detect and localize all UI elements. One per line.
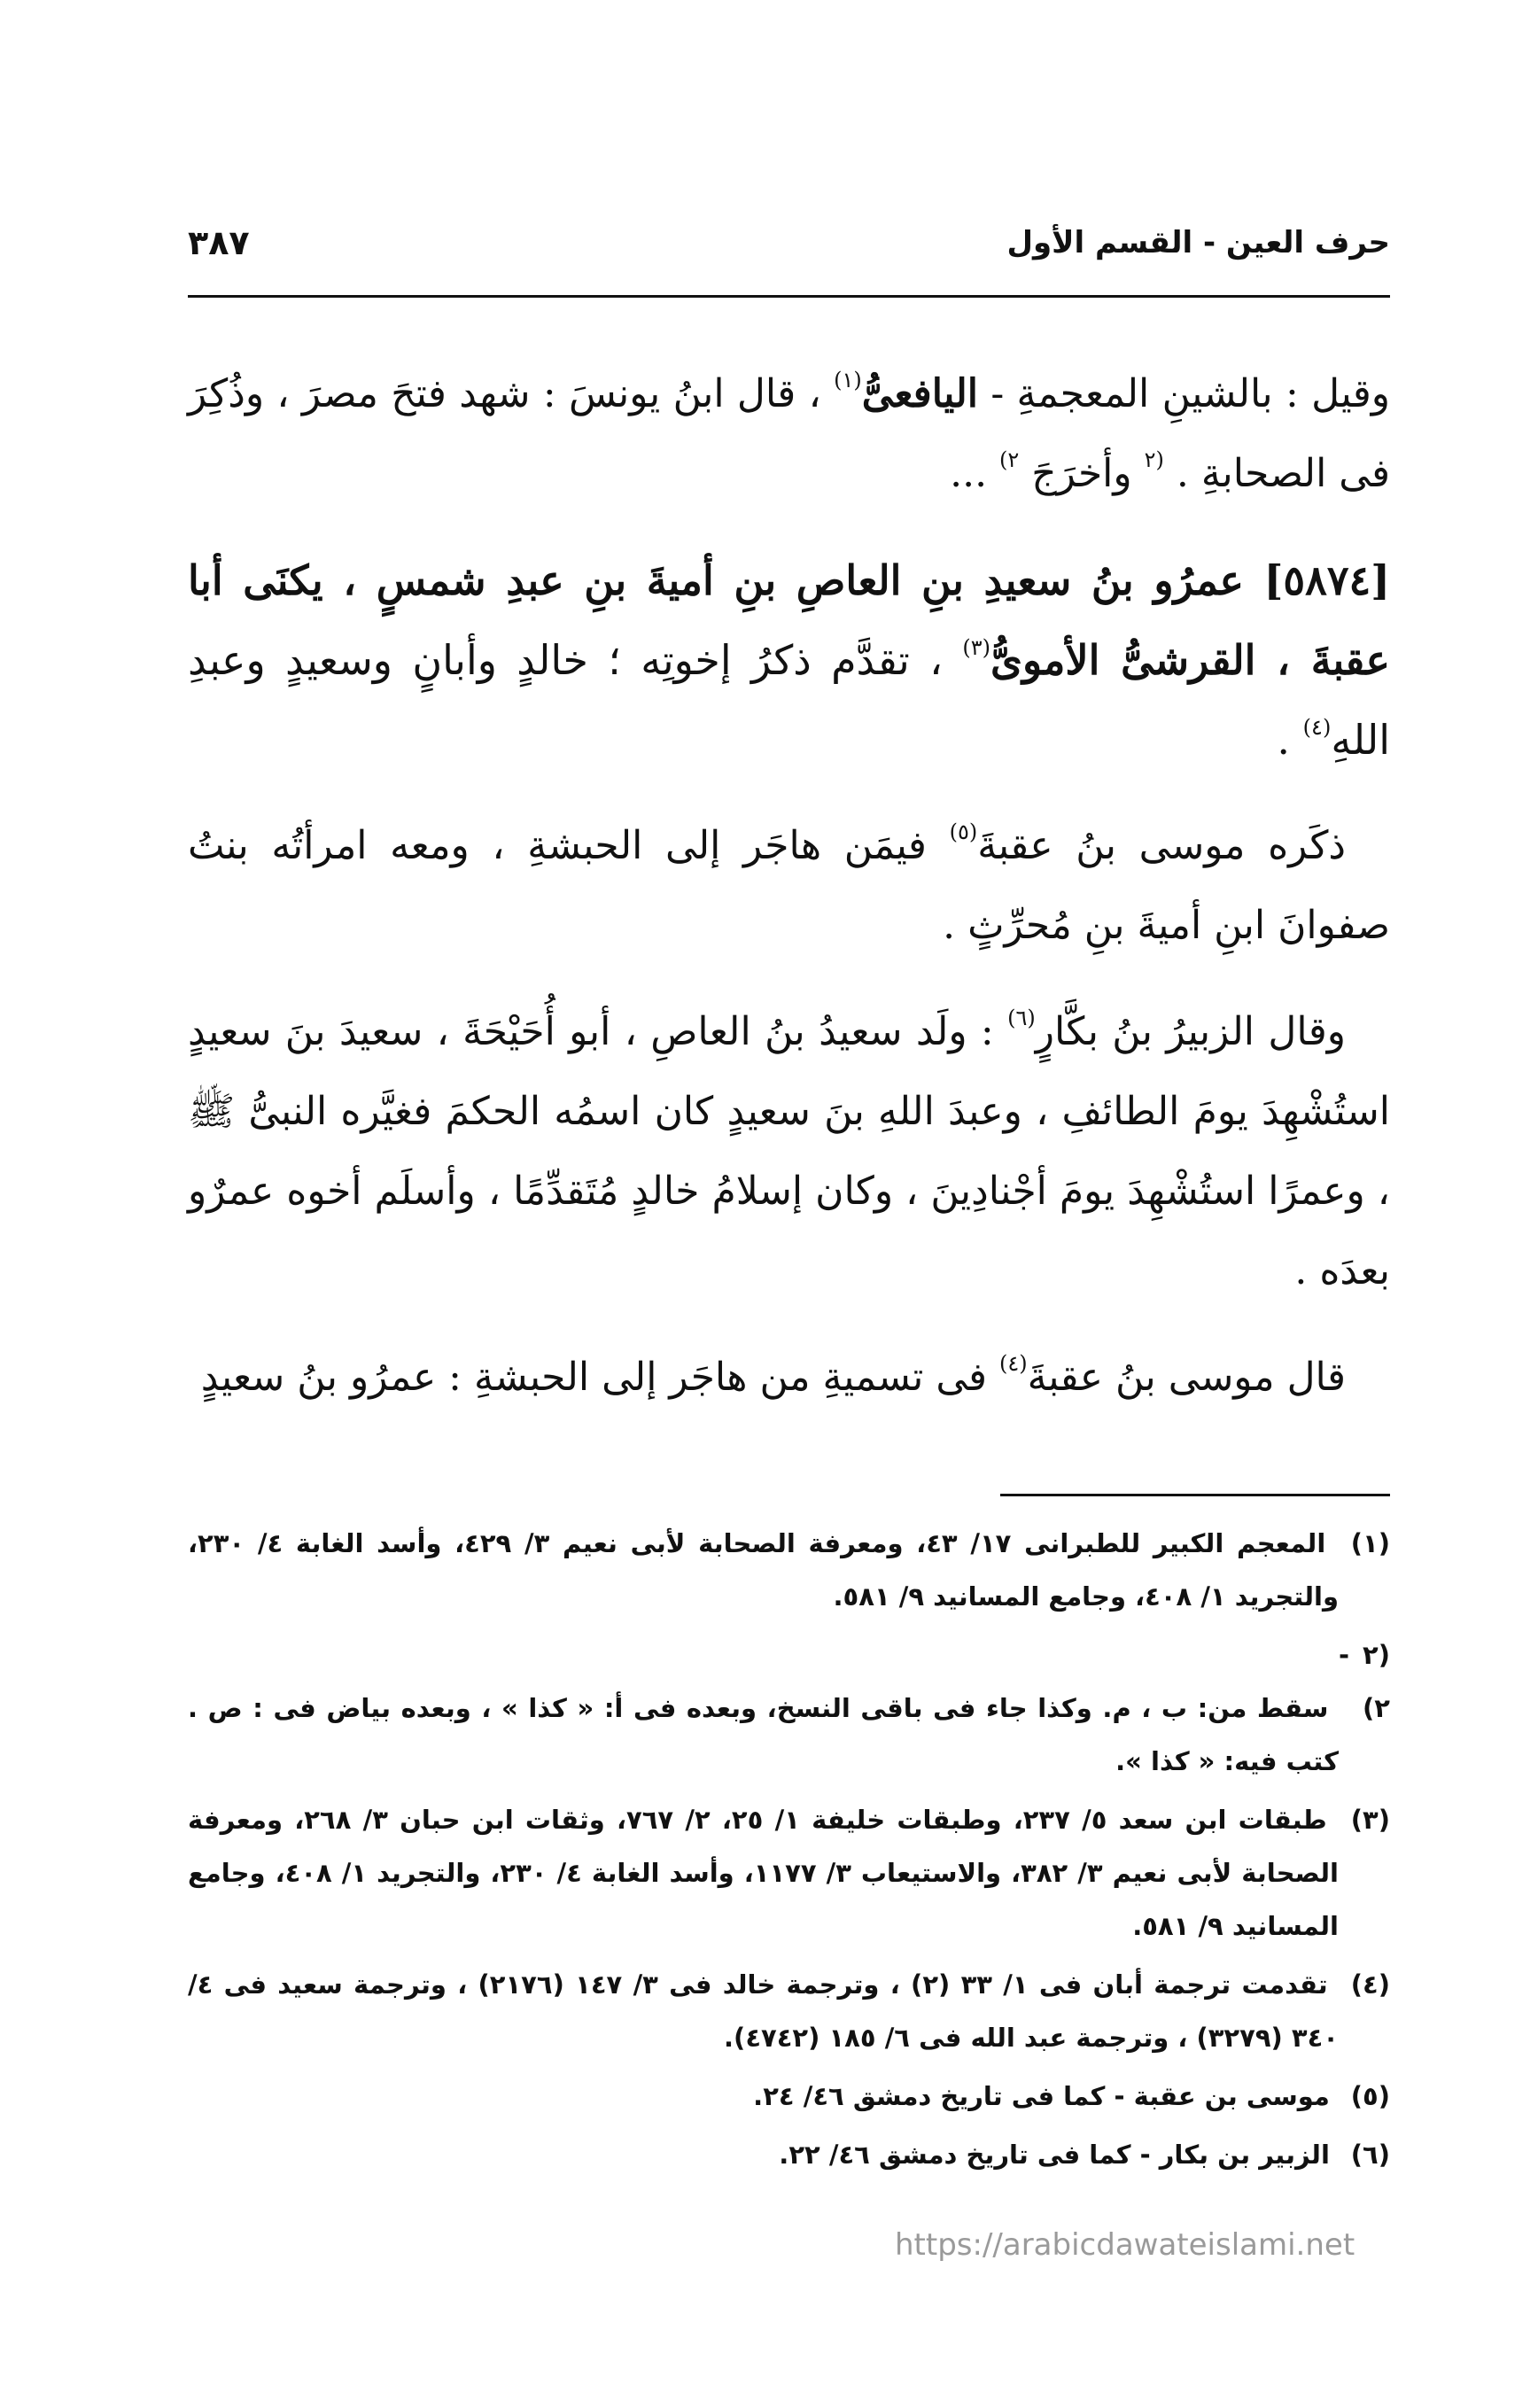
footnote-ref: (١): [834, 368, 862, 392]
running-title: حرف العين - القسم الأول: [1006, 225, 1390, 260]
footnote-number: (٣): [1350, 1805, 1390, 1835]
footnote-rule: [1000, 1494, 1390, 1496]
entry-name: عمرُو بنُ سعيدِ بنِ العاصِ بنِ أميةَ بنِ عبدِ شمسٍ ، يكنَى أبا عقبةَ ، القرشىُّ الأموىُّ: [188, 556, 1391, 684]
footnote-number: (٦): [1350, 2140, 1390, 2170]
entry-number: [٥٨٧٤]: [1263, 556, 1390, 604]
text-span: : ولَد سعيدُ بنُ العاصِ ، أبو أُحَيْحَةَ ، سعيدَ بنَ سعيدٍ استُشْهِدَ يومَ الطائفِ ، وعبدَ اللهِ بنَ سعيدٍ كان اسمُه الحكمَ فغيَّره النبىُّ ﷺ ، وعمرًا استُشْهِدَ يومَ أجْنادِينَ ، وكان إسلامُ خالدٍ مُتَقدِّمًا ، وأسلَم أخوه عمرٌو بعدَه .: [188, 1009, 1390, 1293]
text-span: ذكَره موسى بنُ عقبةَ: [977, 823, 1346, 868]
footnote-text: المعجم الكبير للطبرانى ١٧/ ٤٣، ومعرفة الصحابة لأبى نعيم ٣/ ٤٢٩، وأسد الغابة ٤/ ٢٣٠، والتجريد ١/ ٤٠٨، وجامع المسانيد ٩/ ٥٨١.: [188, 1528, 1339, 1612]
footnote: [188, 1517, 1390, 1623]
text-span: وأخرَجَ: [1019, 451, 1145, 496]
text-span: فى تسميةِ من هاجَر إلى الحبشةِ : عمرُو بنُ سعيدٍ: [200, 1355, 1000, 1400]
text-span: .: [1277, 716, 1303, 764]
footnote-number: (١): [1350, 1528, 1390, 1558]
page-header: [188, 211, 1390, 291]
text-span: ، قال ابنُ يونسَ : شهد فتحَ مصرَ ، وذُكِرَ فى الصحابةِ .: [188, 371, 1390, 496]
footnote-text: سقط من: ب ، م. وكذا جاء فى باقى النسخ، وبعده فى أ: « كذا » ، وبعده بياض فى : ص . كتب فيه: « كذا ».: [188, 1693, 1339, 1776]
footnote: [188, 2070, 1390, 2123]
page-number: ٣٨٧: [188, 223, 250, 262]
text-span: ...: [950, 451, 1000, 496]
footnote-text: تقدمت ترجمة أبان فى ١/ ٣٣ (٢) ، وترجمة خالد فى ٣/ ١٤٧ (٢١٧٦) ، وترجمة سعيد فى ٤/ ٣٤٠ (٣٢٧٩) ، وترجمة عبد الله فى ٦/ ١٨٥ (٤٧٤٢).: [188, 1969, 1339, 2053]
paragraph-3: [188, 992, 1390, 1311]
footnote-ref: (٤): [1302, 715, 1332, 740]
paragraph-4: [188, 1338, 1390, 1418]
header-rule: [188, 295, 1390, 298]
text-span: ، تقدَّم ذكرُ إخوتِه ؛ خالدٍ وأبانٍ وسعيدٍ وعبدِ اللهِ: [188, 636, 1390, 764]
footnote: [188, 1793, 1390, 1953]
watermark-url: https://arabicdawateislami.net: [895, 2227, 1355, 2263]
footnotes: [188, 1517, 1390, 2187]
footnote-text: موسى بن عقبة - كما فى تاريخ دمشق ٤٦/ ٢٤.: [753, 2081, 1330, 2111]
text-span: وقيل : بالشينِ المعجمةِ -: [978, 371, 1391, 416]
footnote: [188, 1628, 1390, 1788]
entry-heading: [188, 540, 1390, 780]
footnote: [188, 1958, 1390, 2064]
text-span: وقال الزبيرُ بنُ بكَّارٍ: [1035, 1009, 1347, 1054]
footnote: [188, 2128, 1390, 2181]
footnote-number: (٥): [1350, 2081, 1390, 2111]
main-text: [188, 354, 1390, 1444]
bold-term: اليافعىُّ: [861, 371, 979, 416]
paragraph-2: [188, 806, 1390, 966]
footnote-ref: (٣): [962, 635, 990, 660]
paragraph-1: [188, 354, 1390, 514]
footnote-text: طبقات ابن سعد ٥/ ٢٣٧، وطبقات خليفة ١/ ٢٥، ٢/ ٧٦٧، وثقات ابن حبان ٣/ ٢٦٨، ومعرفة الصحابة لأبى نعيم ٣/ ٣٨٢، والاستيعاب ٣/ ١١٧٧، وأسد الغابة ٤/ ٢٣٠، والتجريد ١/ ٤٠٨، وجامع المسانيد ٩/ ٥٨١.: [188, 1805, 1339, 1941]
footnote-ref: (٦): [1007, 1006, 1036, 1030]
footnote-ref: (٢: [1144, 447, 1164, 472]
text-span: قال موسى بنُ عقبةَ: [1027, 1355, 1346, 1400]
footnote-ref: ٢): [999, 447, 1020, 472]
text-span: فيمَن هاجَر إلى الحبشةِ ، ومعه امرأتُه بنتُ صفوانَ ابنِ أميةَ بنِ مُحرِّثٍ .: [188, 823, 1390, 948]
footnote-number: (٤): [1350, 1969, 1390, 2000]
footnote-text: الزبير بن بكار - كما فى تاريخ دمشق ٤٦/ ٢٢.: [779, 2140, 1330, 2170]
footnote-number: (٢ - ٢): [1338, 1640, 1390, 1723]
footnote-ref: (٥): [949, 819, 978, 844]
footnote-ref: (٤): [999, 1351, 1028, 1376]
